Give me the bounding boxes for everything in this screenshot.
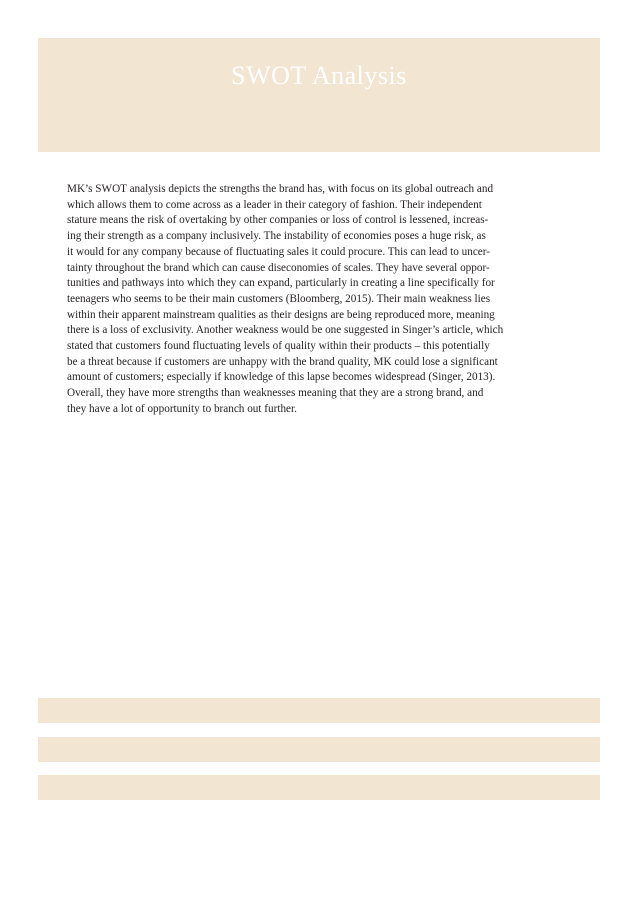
- text-line: MK’s SWOT analysis depicts the strengths the brand has, with focus on its global outreach and: [67, 183, 494, 195]
- text-line: amount of customers; especially if knowledge of this lapse becomes widespread (Singer, 2013).: [67, 371, 496, 384]
- text-line: which allows them to come across as a leader in their category of fashion. Their independent: [67, 198, 482, 211]
- text-line: tunities and pathways into which they can expand, particularly in creating a line specifically for: [67, 277, 495, 290]
- text-line: there is a loss of exclusivity. Another weakness would be one suggested in Singer’s article, which: [67, 324, 504, 337]
- footer-band-1: [38, 698, 600, 723]
- text-line: they have a lot of opportunity to branch out further.: [67, 402, 297, 415]
- text-line: Overall, they have more strengths than weaknesses meaning that they are a strong brand, and: [67, 387, 484, 400]
- text-line: within their apparent mainstream qualities as their designs are being reproduced more, meaning: [67, 308, 495, 321]
- footer-band-2: [38, 737, 600, 762]
- text-line: ing their strength as a company inclusively. The instability of economies poses a huge risk, as: [67, 230, 486, 243]
- text-line: teenagers who seems to be their main customers (Bloomberg, 2015). Their main weakness lies: [67, 292, 491, 305]
- page-title: SWOT Analysis: [231, 61, 407, 90]
- text-line: stature means the risk of overtaking by other companies or loss of control is lessened, increas-: [67, 214, 489, 227]
- text-line: stated that customers found fluctuating levels of quality within their products – this potentially: [67, 340, 490, 353]
- text-line: be a threat because if customers are unhappy with the brand quality, MK could lose a significant: [67, 355, 498, 368]
- body-paragraph: [67, 182, 575, 418]
- text-line: it would for any company because of fluctuating sales it could procure. This can lead to uncer-: [67, 245, 490, 258]
- header-band: [38, 38, 600, 152]
- footer-band-3: [38, 775, 600, 800]
- text-line: tainty throughout the brand which can cause diseconomies of scales. They have several oppor-: [67, 261, 490, 274]
